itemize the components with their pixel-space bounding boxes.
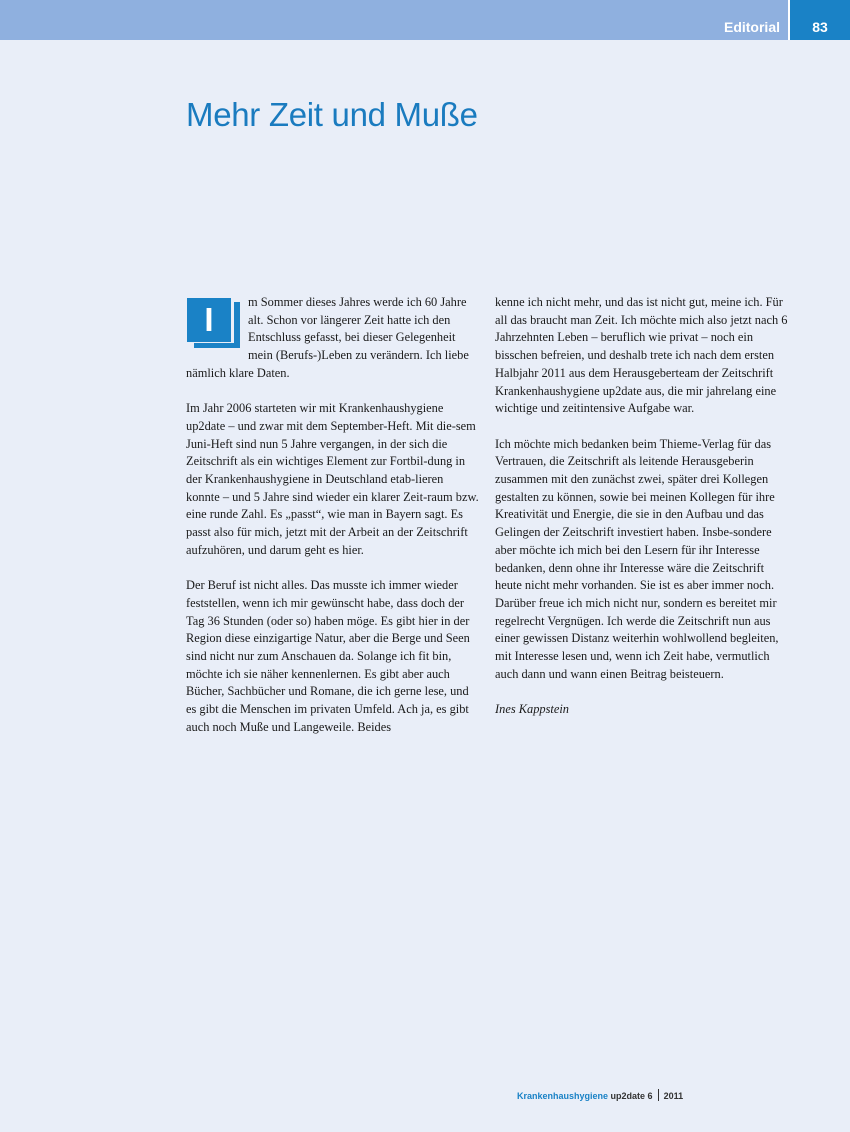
header-bar <box>0 0 850 40</box>
left-column <box>186 294 480 754</box>
paragraph-4: kenne ich nicht mehr, und das ist nicht gut, meine ich. Für all das braucht man Zeit. Ich möchte mich also jetzt nach 6 Jahrzehnten Leben – beruflich wie privat – noch ein bisschen befreien, und deshalb trete ich nach dem ersten Halbjahr 2011 aus dem Herausgeberteam der Zeitschrift Krankenhaushygiene up2date aus, die mir jahrelang eine wichtige und zeitintensive Aufgabe war. <box>495 295 788 416</box>
paragraph-3: Der Beruf ist nicht alles. Das musste ich immer wieder feststellen, wenn ich mir gewünscht habe, dass doch der Tag 36 Stunden (oder so) haben möge. Es gibt hier in der Region diese einzigartige Natur, aber die Berge und Seen sind nicht nur zum Anschauen da. Solange ich fit bin, möchte ich sie näher kennenlernen. Es gibt aber auch Bücher, Sachbücher und Romane, die ich gerne lese, und es gibt die Menschen im privaten Umfeld. Ach ja, es gibt auch noch Muße und Langeweile. Beides <box>186 578 470 734</box>
footer-journal: Krankenhaushygiene <box>517 1091 609 1101</box>
paragraph-1-text: m Sommer dieses Jahres werde ich 60 Jahre alt. Schon vor längerer Zeit hatte ich den Entschluss gefasst, bei dieser Gelegenheit mein (Berufs-)Leben zu verändern. Ich liebe nämlich klare Daten. <box>186 295 469 380</box>
paragraph-2: Im Jahr 2006 starteten wir mit Krankenhaushygiene up2date – und zwar mit dem September-Heft. Mit die-sem Juni-Heft sind nun 5 Jahre vergangen, in der sich die Zeitschrift als ein wichtiges Element zur Fortbil-dung in der Krankenhaushygiene in Deutschland etab-lieren konnte – und 5 Jahre sind wieder ein klarer Zeit-raum bzw. eine runde Zahl. Es „passt“, wie man in Bayern sagt. Es passt also für mich, jetzt mit der Arbeit an der Zeitschrift aufzuhören, und darum geht es hier. <box>186 401 479 557</box>
paragraph-5: Ich möchte mich bedanken beim Thieme-Verlag für das Vertrauen, die Zeitschrift als leitende Herausgeberin zusammen mit den zunächst zwei, später drei Kollegen gestalten zu können, sowie bei meinen Kollegen für ihre Kreativität und Energie, die sie in den Aufbau und das Gelingen der Zeitschrift investiert haben. Insbe-sondere aber möchte ich mich bei den Lesern für ihr Interesse bedanken, denn ohne ihr Interesse wäre die Zeitschrift heute nicht mehr vorhanden. Sie ist es aber immer noch. Darüber freue ich mich nicht nur, sondern es bereitet mir regelrecht Vergnügen. Ich werde die Zeitschrift nun aus einer gewissen Distanz weiterhin wohlwollend begleiten, mit Interesse lesen und, wenn ich Zeit habe, vermutlich auch dann und wann einen Beitrag beisteuern. <box>495 436 779 681</box>
right-column <box>495 294 789 737</box>
footer-year: 2011 <box>663 1091 684 1101</box>
drop-cap <box>186 297 240 348</box>
author-signature: Ines Kappstein <box>495 702 569 717</box>
section-label: Editorial <box>723 19 780 35</box>
page-number: 83 <box>790 0 850 40</box>
footer-edition: up2date 6 <box>610 1091 653 1101</box>
page-footer <box>517 1089 683 1101</box>
drop-cap-letter: I <box>186 297 232 343</box>
article-title: Mehr Zeit und Muße <box>186 96 478 133</box>
footer-separator <box>658 1089 659 1101</box>
paragraph-1 <box>186 294 480 383</box>
